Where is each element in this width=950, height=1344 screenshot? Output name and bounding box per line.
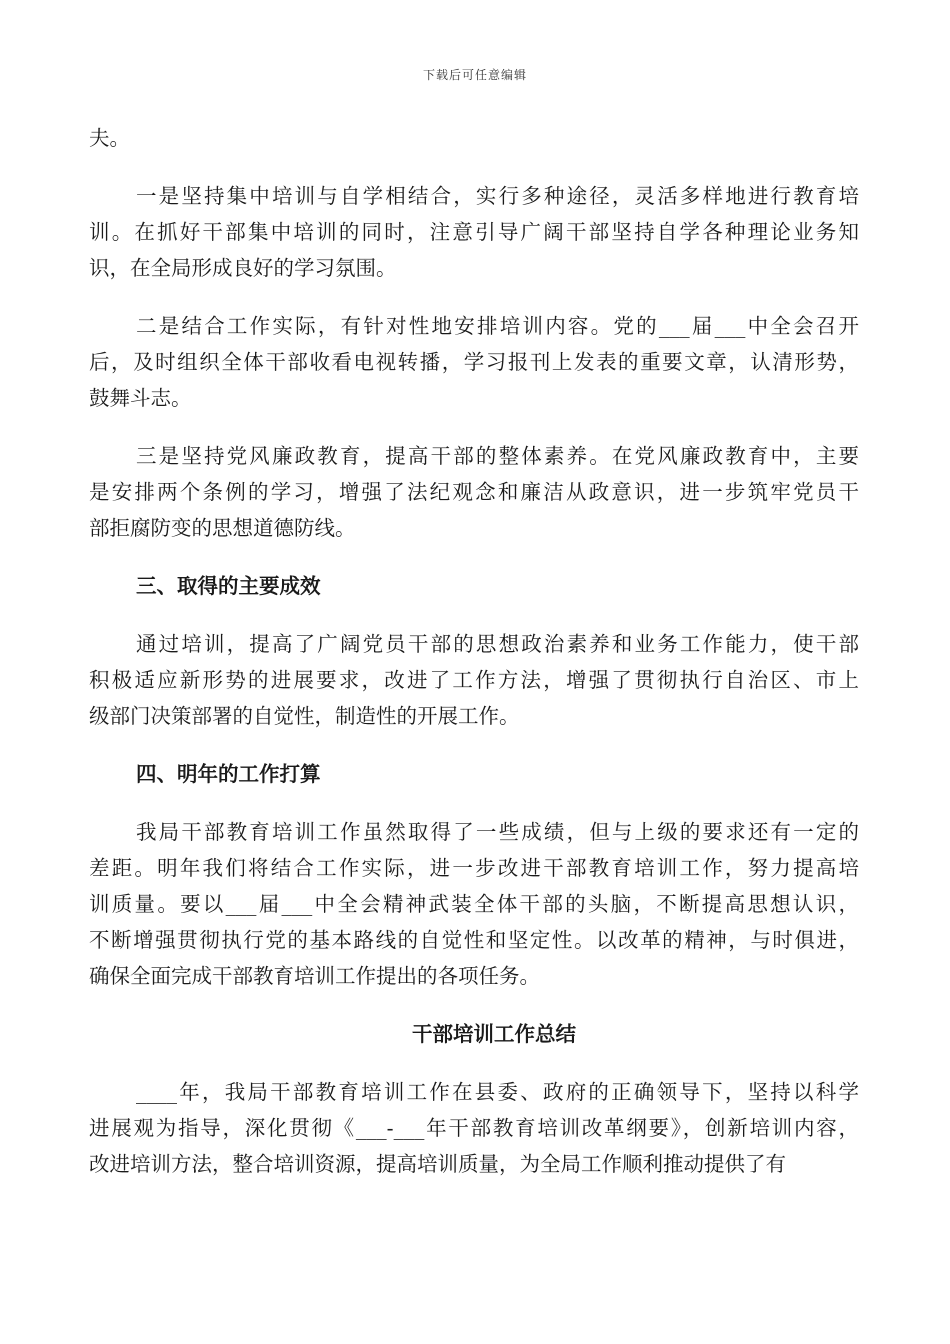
paragraph-spacing: [89, 734, 859, 756]
paragraph: [89, 1074, 859, 1182]
paragraph-spacing: [89, 994, 859, 1016]
paragraph: [89, 814, 859, 994]
paragraph-line: 级部门决策部署的自觉性，制造性的开展工作。: [89, 704, 520, 728]
paragraph-line: 不断增强贯彻执行党的基本路线的自觉性和坚定性。以改革的精神，与时俱进，: [89, 928, 859, 952]
paragraph: [89, 178, 859, 286]
paragraph-line: 确保全面完成干部教育培训工作提出的各项任务。: [89, 964, 540, 988]
paragraph-line: 是安排两个条例的学习，增强了法纪观念和廉洁从政意识，进一步筑牢党员干: [89, 480, 859, 504]
paragraph: [89, 120, 859, 156]
paragraph-line: 三是坚持党风廉政教育，提高干部的整体素养。在党风廉政教育中，主要: [136, 444, 859, 468]
paragraph: [89, 308, 859, 416]
paragraph-line: 训质量。要以___届___中全会精神武装全体干部的头脑，不断提高思想认识，: [89, 892, 859, 916]
paragraph-spacing: [89, 792, 859, 814]
paragraph-spacing: [89, 546, 859, 568]
paragraph-line: ____年，我局干部教育培训工作在县委、政府的正确领导下，坚持以科学: [136, 1080, 859, 1104]
page-header-note: 下载后可任意编辑: [422, 68, 527, 82]
paragraph-spacing: [89, 604, 859, 626]
paragraph-line: 通过培训，提高了广阔党员干部的思想政治素养和业务工作能力，使干部: [136, 632, 859, 656]
paragraph-spacing: [89, 156, 859, 178]
paragraph-spacing: [89, 286, 859, 308]
paragraph-line: 我局干部教育培训工作虽然取得了一些成绩，但与上级的要求还有一定的: [136, 820, 859, 844]
paragraph-line: 改进培训方法，整合培训资源，提高培训质量，为全局工作顺利推动提供了有: [89, 1152, 786, 1176]
paragraph-line: 二是结合工作实际，有针对性地安排培训内容。党的___届___中全会召开: [136, 314, 859, 338]
paragraph-line: 差距。明年我们将结合工作实际，进一步改进干部教育培训工作，努力提高培: [89, 856, 859, 880]
paragraph-line: 训。在抓好干部集中培训的同时，注意引导广阔干部坚持自学各种理论业务知: [89, 220, 859, 244]
paragraph-line: 识，在全局形成良好的学习氛围。: [89, 256, 397, 280]
paragraph: [89, 626, 859, 734]
document-title: 干部培训工作总结: [412, 1022, 576, 1046]
paragraph-line: 积极适应新形势的进展要求，改进了工作方法，增强了贯彻执行自治区、市上: [89, 668, 859, 692]
section-heading: 三、取得的主要成效: [136, 574, 321, 598]
paragraph: [89, 438, 859, 546]
paragraph-line: 后，及时组织全体干部收看电视转播，学习报刊上发表的重要文章，认清形势，: [89, 350, 859, 374]
paragraph-line: 进展观为指导，深化贯彻《___-___年干部教育培训改革纲要》，创新培训内容，: [89, 1116, 859, 1140]
paragraph-line: 夫。: [89, 126, 130, 150]
paragraph-line: 鼓舞斗志。: [89, 386, 192, 410]
section-heading: 四、明年的工作打算: [136, 762, 321, 786]
document-body: [89, 120, 859, 1182]
paragraph-spacing: [89, 1052, 859, 1074]
paragraph-line: 一是坚持集中培训与自学相结合，实行多种途径，灵活多样地进行教育培: [136, 184, 859, 208]
paragraph-spacing: [89, 416, 859, 438]
paragraph-line: 部拒腐防变的思想道德防线。: [89, 516, 356, 540]
